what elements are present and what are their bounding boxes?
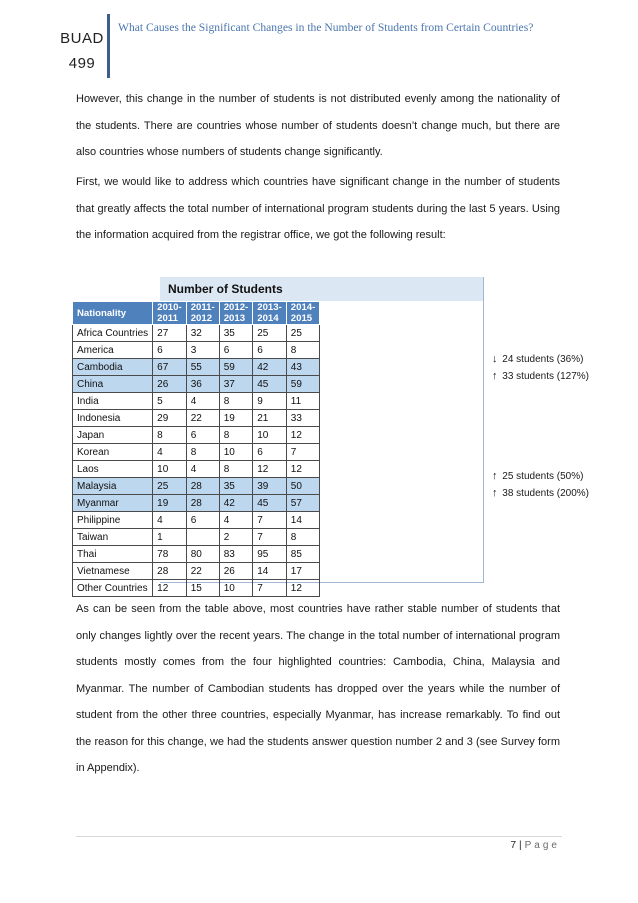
table-row bbox=[73, 461, 320, 478]
column-header: 2012-2013 bbox=[219, 302, 253, 325]
count-cell: 7 bbox=[253, 580, 287, 597]
count-cell: 6 bbox=[253, 444, 287, 461]
table-frame-right bbox=[483, 277, 484, 583]
count-cell: 42 bbox=[253, 359, 287, 376]
footer-divider bbox=[76, 836, 562, 837]
count-cell: 59 bbox=[286, 376, 320, 393]
count-cell: 26 bbox=[219, 563, 253, 580]
count-cell: 28 bbox=[186, 495, 219, 512]
count-cell: 36 bbox=[186, 376, 219, 393]
count-cell: 33 bbox=[286, 410, 320, 427]
table-row bbox=[73, 563, 320, 580]
count-cell: 42 bbox=[219, 495, 253, 512]
paragraph-intro: However, this change in the number of students is not distributed evenly among the nationality of the students. There are countries whose number of students doesn’t change much, but there are also countries whose numbers of students change significantly. bbox=[76, 93, 560, 158]
note-text: 38 students (200%) bbox=[502, 488, 589, 499]
count-cell: 8 bbox=[286, 529, 320, 546]
count-cell: 7 bbox=[253, 529, 287, 546]
note-malaysia bbox=[492, 470, 583, 482]
count-cell: 8 bbox=[219, 427, 253, 444]
note-china bbox=[492, 370, 589, 382]
count-cell: 7 bbox=[253, 512, 287, 529]
course-code-line2: 499 bbox=[68, 55, 96, 72]
table-row bbox=[73, 342, 320, 359]
nationality-cell: Indonesia bbox=[73, 410, 153, 427]
count-cell: 57 bbox=[286, 495, 320, 512]
count-cell: 32 bbox=[186, 325, 219, 342]
count-cell: 21 bbox=[253, 410, 287, 427]
count-cell: 10 bbox=[253, 427, 287, 444]
count-cell: 12 bbox=[153, 580, 187, 597]
nationality-cell: Africa Countries bbox=[73, 325, 153, 342]
count-cell: 6 bbox=[186, 427, 219, 444]
count-cell: 78 bbox=[153, 546, 187, 563]
count-cell: 8 bbox=[219, 393, 253, 410]
count-cell: 5 bbox=[153, 393, 187, 410]
count-cell: 12 bbox=[253, 461, 287, 478]
footer-separator: | bbox=[519, 840, 522, 851]
note-text: 33 students (127%) bbox=[502, 371, 589, 382]
students-table bbox=[72, 301, 320, 597]
up-arrow-icon: ↑ bbox=[492, 487, 498, 499]
count-cell: 14 bbox=[253, 563, 287, 580]
table-row bbox=[73, 359, 320, 376]
up-arrow-icon: ↑ bbox=[492, 370, 498, 382]
count-cell: 45 bbox=[253, 376, 287, 393]
table-row bbox=[73, 410, 320, 427]
nationality-cell: Cambodia bbox=[73, 359, 153, 376]
count-cell: 17 bbox=[286, 563, 320, 580]
table-row bbox=[73, 376, 320, 393]
count-cell: 67 bbox=[153, 359, 187, 376]
count-cell: 59 bbox=[219, 359, 253, 376]
count-cell: 12 bbox=[286, 580, 320, 597]
column-header: 2014-2015 bbox=[286, 302, 320, 325]
count-cell: 12 bbox=[286, 461, 320, 478]
count-cell: 10 bbox=[219, 580, 253, 597]
count-cell: 80 bbox=[186, 546, 219, 563]
nationality-cell: Taiwan bbox=[73, 529, 153, 546]
page-footer bbox=[510, 840, 560, 851]
count-cell bbox=[186, 529, 219, 546]
course-code-line1: BUAD bbox=[60, 30, 104, 47]
count-cell: 8 bbox=[186, 444, 219, 461]
count-cell: 19 bbox=[153, 495, 187, 512]
count-cell: 10 bbox=[153, 461, 187, 478]
count-cell: 28 bbox=[153, 563, 187, 580]
count-cell: 27 bbox=[153, 325, 187, 342]
nationality-cell: Other Countries bbox=[73, 580, 153, 597]
count-cell: 28 bbox=[186, 478, 219, 495]
table-header-row bbox=[73, 302, 320, 325]
count-cell: 11 bbox=[286, 393, 320, 410]
nationality-cell: Thai bbox=[73, 546, 153, 563]
table-row bbox=[73, 427, 320, 444]
table-row bbox=[73, 546, 320, 563]
column-header: 2010-2011 bbox=[153, 302, 187, 325]
table-row bbox=[73, 580, 320, 597]
column-header: 2011-2012 bbox=[186, 302, 219, 325]
header-title: What Causes the Significant Changes in the Number of Students from Certain Countries? bbox=[118, 21, 534, 34]
down-arrow-icon: ↓ bbox=[492, 353, 498, 365]
note-text: 24 students (36%) bbox=[502, 354, 584, 365]
nationality-cell: Japan bbox=[73, 427, 153, 444]
column-header: Nationality bbox=[73, 302, 153, 325]
count-cell: 19 bbox=[219, 410, 253, 427]
count-cell: 4 bbox=[219, 512, 253, 529]
count-cell: 25 bbox=[253, 325, 287, 342]
count-cell: 35 bbox=[219, 478, 253, 495]
count-cell: 4 bbox=[186, 393, 219, 410]
count-cell: 12 bbox=[286, 427, 320, 444]
count-cell: 8 bbox=[153, 427, 187, 444]
nationality-cell: Philippine bbox=[73, 512, 153, 529]
nationality-cell: Myanmar bbox=[73, 495, 153, 512]
count-cell: 95 bbox=[253, 546, 287, 563]
count-cell: 8 bbox=[219, 461, 253, 478]
count-cell: 25 bbox=[153, 478, 187, 495]
count-cell: 45 bbox=[253, 495, 287, 512]
course-code bbox=[60, 26, 104, 76]
nationality-cell: India bbox=[73, 393, 153, 410]
count-cell: 15 bbox=[186, 580, 219, 597]
column-header: 2013-2014 bbox=[253, 302, 287, 325]
table-title: Number of Students bbox=[160, 277, 483, 301]
nationality-cell: America bbox=[73, 342, 153, 359]
count-cell: 1 bbox=[153, 529, 187, 546]
count-cell: 43 bbox=[286, 359, 320, 376]
count-cell: 6 bbox=[253, 342, 287, 359]
count-cell: 6 bbox=[153, 342, 187, 359]
count-cell: 6 bbox=[186, 512, 219, 529]
count-cell: 9 bbox=[253, 393, 287, 410]
note-text: 25 students (50%) bbox=[502, 471, 584, 482]
table-row bbox=[73, 529, 320, 546]
nationality-cell: China bbox=[73, 376, 153, 393]
nationality-cell: Malaysia bbox=[73, 478, 153, 495]
table-row bbox=[73, 512, 320, 529]
count-cell: 37 bbox=[219, 376, 253, 393]
table-body bbox=[73, 325, 320, 597]
count-cell: 3 bbox=[186, 342, 219, 359]
count-cell: 83 bbox=[219, 546, 253, 563]
count-cell: 4 bbox=[153, 512, 187, 529]
note-cambodia bbox=[492, 353, 583, 365]
count-cell: 22 bbox=[186, 410, 219, 427]
paragraph-method: First, we would like to address which countries have significant change in the number of students that greatly affects the total number of international program students during the last 5 years. Using the information acquired from the registrar office, we got the following result: bbox=[76, 176, 560, 241]
page-number: 7 bbox=[510, 840, 517, 851]
count-cell: 39 bbox=[253, 478, 287, 495]
count-cell: 10 bbox=[219, 444, 253, 461]
count-cell: 85 bbox=[286, 546, 320, 563]
table-row bbox=[73, 478, 320, 495]
header-divider bbox=[107, 14, 110, 78]
nationality-cell: Vietnamese bbox=[73, 563, 153, 580]
count-cell: 50 bbox=[286, 478, 320, 495]
note-myanmar bbox=[492, 487, 589, 499]
count-cell: 29 bbox=[153, 410, 187, 427]
count-cell: 2 bbox=[219, 529, 253, 546]
count-cell: 55 bbox=[186, 359, 219, 376]
table-row bbox=[73, 495, 320, 512]
table-row bbox=[73, 325, 320, 342]
nationality-cell: Korean bbox=[73, 444, 153, 461]
count-cell: 25 bbox=[286, 325, 320, 342]
count-cell: 6 bbox=[219, 342, 253, 359]
paragraph-analysis: As can be seen from the table above, most countries have rather stable number of students that only changes lightly over the recent years. The change in the total number of international program students mostly comes from the four highlighted countries: Cambodia, China, Malaysia and Myanmar. The number of Cambodian students has dropped over the years while the number of student from the other three countries, especially Myanmar, has increase remarkably. To find out the reason for this change, we had the students answer question number 2 and 3 (see Survey form in Appendix). bbox=[76, 603, 560, 774]
table-row bbox=[73, 444, 320, 461]
count-cell: 4 bbox=[186, 461, 219, 478]
count-cell: 14 bbox=[286, 512, 320, 529]
count-cell: 26 bbox=[153, 376, 187, 393]
count-cell: 8 bbox=[286, 342, 320, 359]
count-cell: 22 bbox=[186, 563, 219, 580]
count-cell: 7 bbox=[286, 444, 320, 461]
up-arrow-icon: ↑ bbox=[492, 470, 498, 482]
count-cell: 4 bbox=[153, 444, 187, 461]
page-label: Page bbox=[524, 840, 560, 851]
count-cell: 35 bbox=[219, 325, 253, 342]
table-row bbox=[73, 393, 320, 410]
nationality-cell: Laos bbox=[73, 461, 153, 478]
